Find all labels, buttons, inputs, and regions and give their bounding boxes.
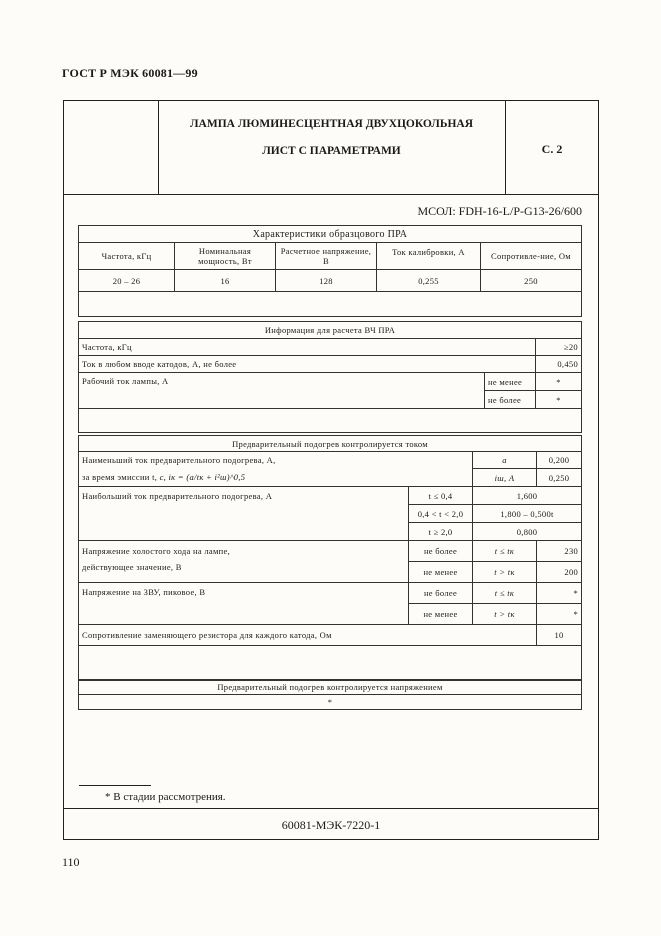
row-value: 1,800 – 0,500t (473, 505, 582, 523)
row-value: * (537, 604, 582, 625)
row-condition: t ≤ 0,4 (409, 487, 473, 505)
row-limit: не более (485, 391, 536, 409)
row-value: 0,450 (536, 356, 582, 373)
row-limit: не более (409, 583, 473, 604)
header-divider (158, 100, 159, 195)
row-value: * (536, 373, 582, 391)
spacer-row (79, 409, 582, 433)
row-label: Частота, кГц (79, 339, 536, 356)
lamp-code: МСОЛ: FDH-16-L/P-G13-26/600 (417, 204, 582, 218)
row-value: 1,600 (473, 487, 582, 505)
row-condition: t > tк (473, 562, 537, 583)
row-label: Сопротивление заменяющего резистора для каждого катода, Ом (79, 625, 537, 646)
row-condition: t ≥ 2,0 (409, 523, 473, 541)
row-symbol: a (473, 452, 537, 469)
page-number: 110 (62, 855, 80, 869)
row-value: 10 (537, 625, 582, 646)
column-header: Частота, кГц (79, 243, 175, 270)
row-label: действующее значение, В (79, 562, 409, 583)
row-symbol: iш, А (473, 469, 537, 487)
row-condition: 0,4 < t < 2,0 (409, 505, 473, 523)
table-cell: 128 (276, 270, 377, 292)
row-value: 230 (537, 541, 582, 562)
table-cell: 0,255 (377, 270, 481, 292)
footnote-rule (79, 785, 151, 786)
column-header: Номинальная мощность, Вт (175, 243, 276, 270)
row-label: Напряжение холостого хода на лампе, (79, 541, 409, 562)
sheet-title: ЛАМПА ЛЮМИНЕСЦЕНТНАЯ ДВУХЦОКОЛЬНАЯ (189, 118, 474, 130)
row-label: Наибольший ток предварительного подогрева, А (79, 487, 409, 541)
hf-info-table (78, 321, 582, 433)
column-header: Сопротивле-ние, Ом (481, 243, 582, 270)
row-label: Напряжение на ЗВУ, пиковое, В (79, 583, 409, 625)
table-cell: 16 (175, 270, 276, 292)
row-label: Ток в любом вводе катодов, А, не более (79, 356, 536, 373)
footnote: * В стадии рассмотрения. (105, 791, 226, 803)
row-value: 0,800 (473, 523, 582, 541)
row-limit: не менее (485, 373, 536, 391)
section-title: Информация для расчета ВЧ ПРА (79, 322, 582, 339)
row-value: * (536, 391, 582, 409)
row-value: 200 (537, 562, 582, 583)
row-value: 0,200 (537, 452, 582, 469)
sheet-page-label: С. 2 (541, 142, 563, 156)
table-cell: 20 – 26 (79, 270, 175, 292)
row-value: 0,250 (537, 469, 582, 487)
footer-divider (63, 808, 599, 809)
row-condition: t ≤ tк (473, 541, 537, 562)
section-title: Предварительный подогрев контролируется током (79, 436, 582, 452)
preheat-voltage-table (78, 679, 582, 710)
row-condition: t > tк (473, 604, 537, 625)
table-cell: 250 (481, 270, 582, 292)
sheet-subtitle: ЛИСТ С ПАРАМЕТРАМИ (262, 145, 401, 157)
row-label: Рабочий ток лампы, А (79, 373, 485, 409)
footer-code: 60081-МЭК-7220-1 (281, 818, 381, 832)
parameters-table (78, 225, 582, 317)
row-limit: не более (409, 541, 473, 562)
row-label: Наименьший ток предварительного подогрева, А, (79, 452, 473, 469)
row-condition: t ≤ tк (473, 583, 537, 604)
row-limit: не менее (409, 562, 473, 583)
column-header: Ток калибровки, А (377, 243, 481, 270)
row-value: * (537, 583, 582, 604)
row-label: за время эмиссии t, c, iк = (a/tк + i²ш)^0,5 (79, 469, 473, 487)
preheat-current-table (78, 435, 582, 681)
row-limit: не менее (409, 604, 473, 625)
header-divider (505, 100, 506, 195)
standard-number: ГОСТ Р МЭК 60081—99 (62, 66, 198, 80)
section-title: Предварительный подогрев контролируется напряжением (79, 680, 582, 695)
row-value: ≥20 (536, 339, 582, 356)
column-header: Расчетное напряжение, В (276, 243, 377, 270)
characteristics-title: Характеристики образцового ПРА (79, 226, 582, 243)
row-value: * (79, 695, 582, 710)
spacer-row (79, 292, 582, 317)
spacer-row (79, 646, 582, 681)
